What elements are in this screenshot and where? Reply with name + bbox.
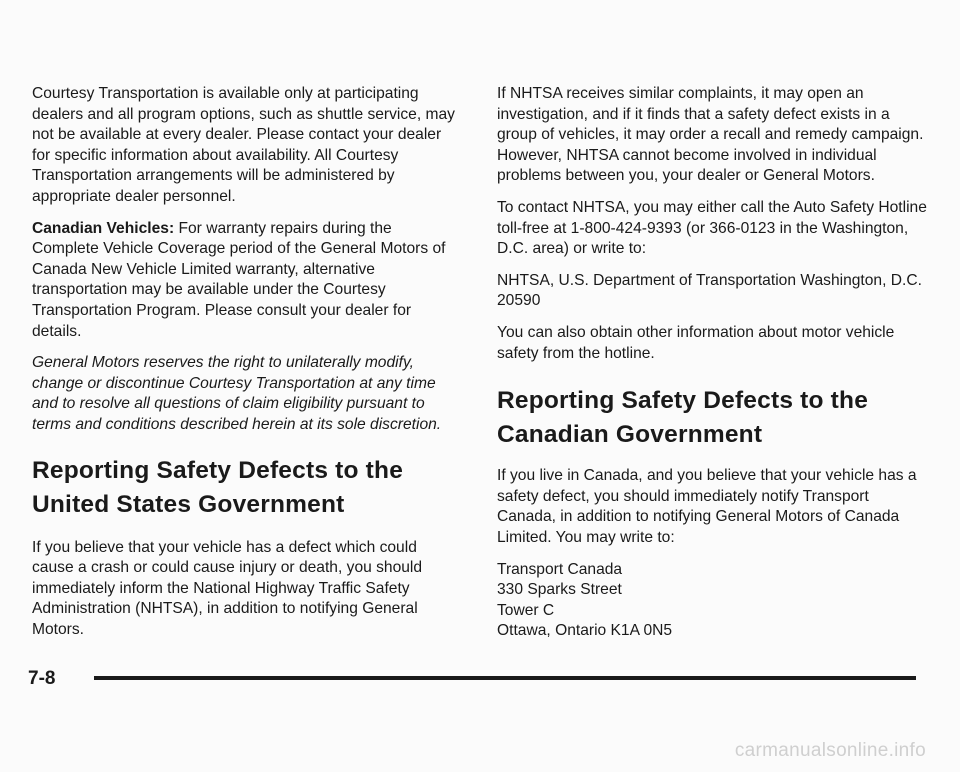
canada-defect-paragraph: If you live in Canada, and you believe that your vehicle has a safety defect, you should immediately notify Transport Canada, in addition to notifying General Motors of Canada Limited. You may write to: xyxy=(497,467,917,546)
address-line: Tower C xyxy=(497,601,555,619)
left-column xyxy=(32,84,462,651)
right-column xyxy=(497,84,927,653)
canadian-vehicles-text: For warranty repairs during the Complete Vehicle Coverage period of the General Motors of Canada New Vehicle Limited warranty, alternative transportation may be available under the Courtesy Transportation Program. Please consult your dealer for details. xyxy=(32,219,446,340)
gm-reserves-paragraph: General Motors reserves the right to unilaterally modify, change or discontinue Courtesy Transportation at any time and to resolve all questions of claim eligibility pursuant to terms and conditions described herein at its sole discretion. xyxy=(32,354,442,433)
courtesy-transportation-paragraph: Courtesy Transportation is available only at participating dealers and all program options, such as shuttle service, may not be available at every dealer. Please contact your dealer for specific information about availability. All Courtesy Transportation arrangements will be administered by appropriate dealer personnel. xyxy=(32,85,455,205)
page-number: 7-8 xyxy=(28,668,56,689)
us-defect-paragraph: If you believe that your vehicle has a defect which could cause a crash or could cause injury or death, you should immediately inform the National Highway Traffic Safety Administration (NHTSA), in addition to notifying General Motors. xyxy=(32,538,423,638)
transport-canada-address xyxy=(497,560,927,642)
footer-rule xyxy=(94,676,916,680)
address-line: 330 Sparks Street xyxy=(497,581,622,599)
nhtsa-complaints-paragraph: If NHTSA receives similar complaints, it may open an investigation, and if it finds that a safety defect exists in a group of vehicles, it may order a recall and remedy campaign. However, NHTSA cannot become involved in individual problems between you, your dealer or General Motors. xyxy=(497,85,924,185)
nhtsa-contact-paragraph: To contact NHTSA, you may either call the Auto Safety Hotline toll-free at 1-800-424-9393 (or 366-0123 in the Washington, D.C. area) or write to: xyxy=(497,198,927,258)
nhtsa-address-paragraph: NHTSA, U.S. Department of Transportation Washington, D.C. 20590 xyxy=(497,271,922,310)
watermark-text: carmanualsonline.info xyxy=(734,740,926,761)
hotline-info-paragraph: You can also obtain other information about motor vehicle safety from the hotline. xyxy=(497,323,895,362)
canadian-vehicles-label: Canadian Vehicles: xyxy=(32,219,175,237)
us-government-heading: Reporting Safety Defects to the United States Government xyxy=(32,456,404,518)
canadian-government-heading: Reporting Safety Defects to the Canadian Government xyxy=(497,387,869,449)
address-line: Ottawa, Ontario K1A 0N5 xyxy=(497,622,673,640)
address-line: Transport Canada xyxy=(497,560,623,578)
canadian-vehicles-paragraph xyxy=(32,219,462,343)
